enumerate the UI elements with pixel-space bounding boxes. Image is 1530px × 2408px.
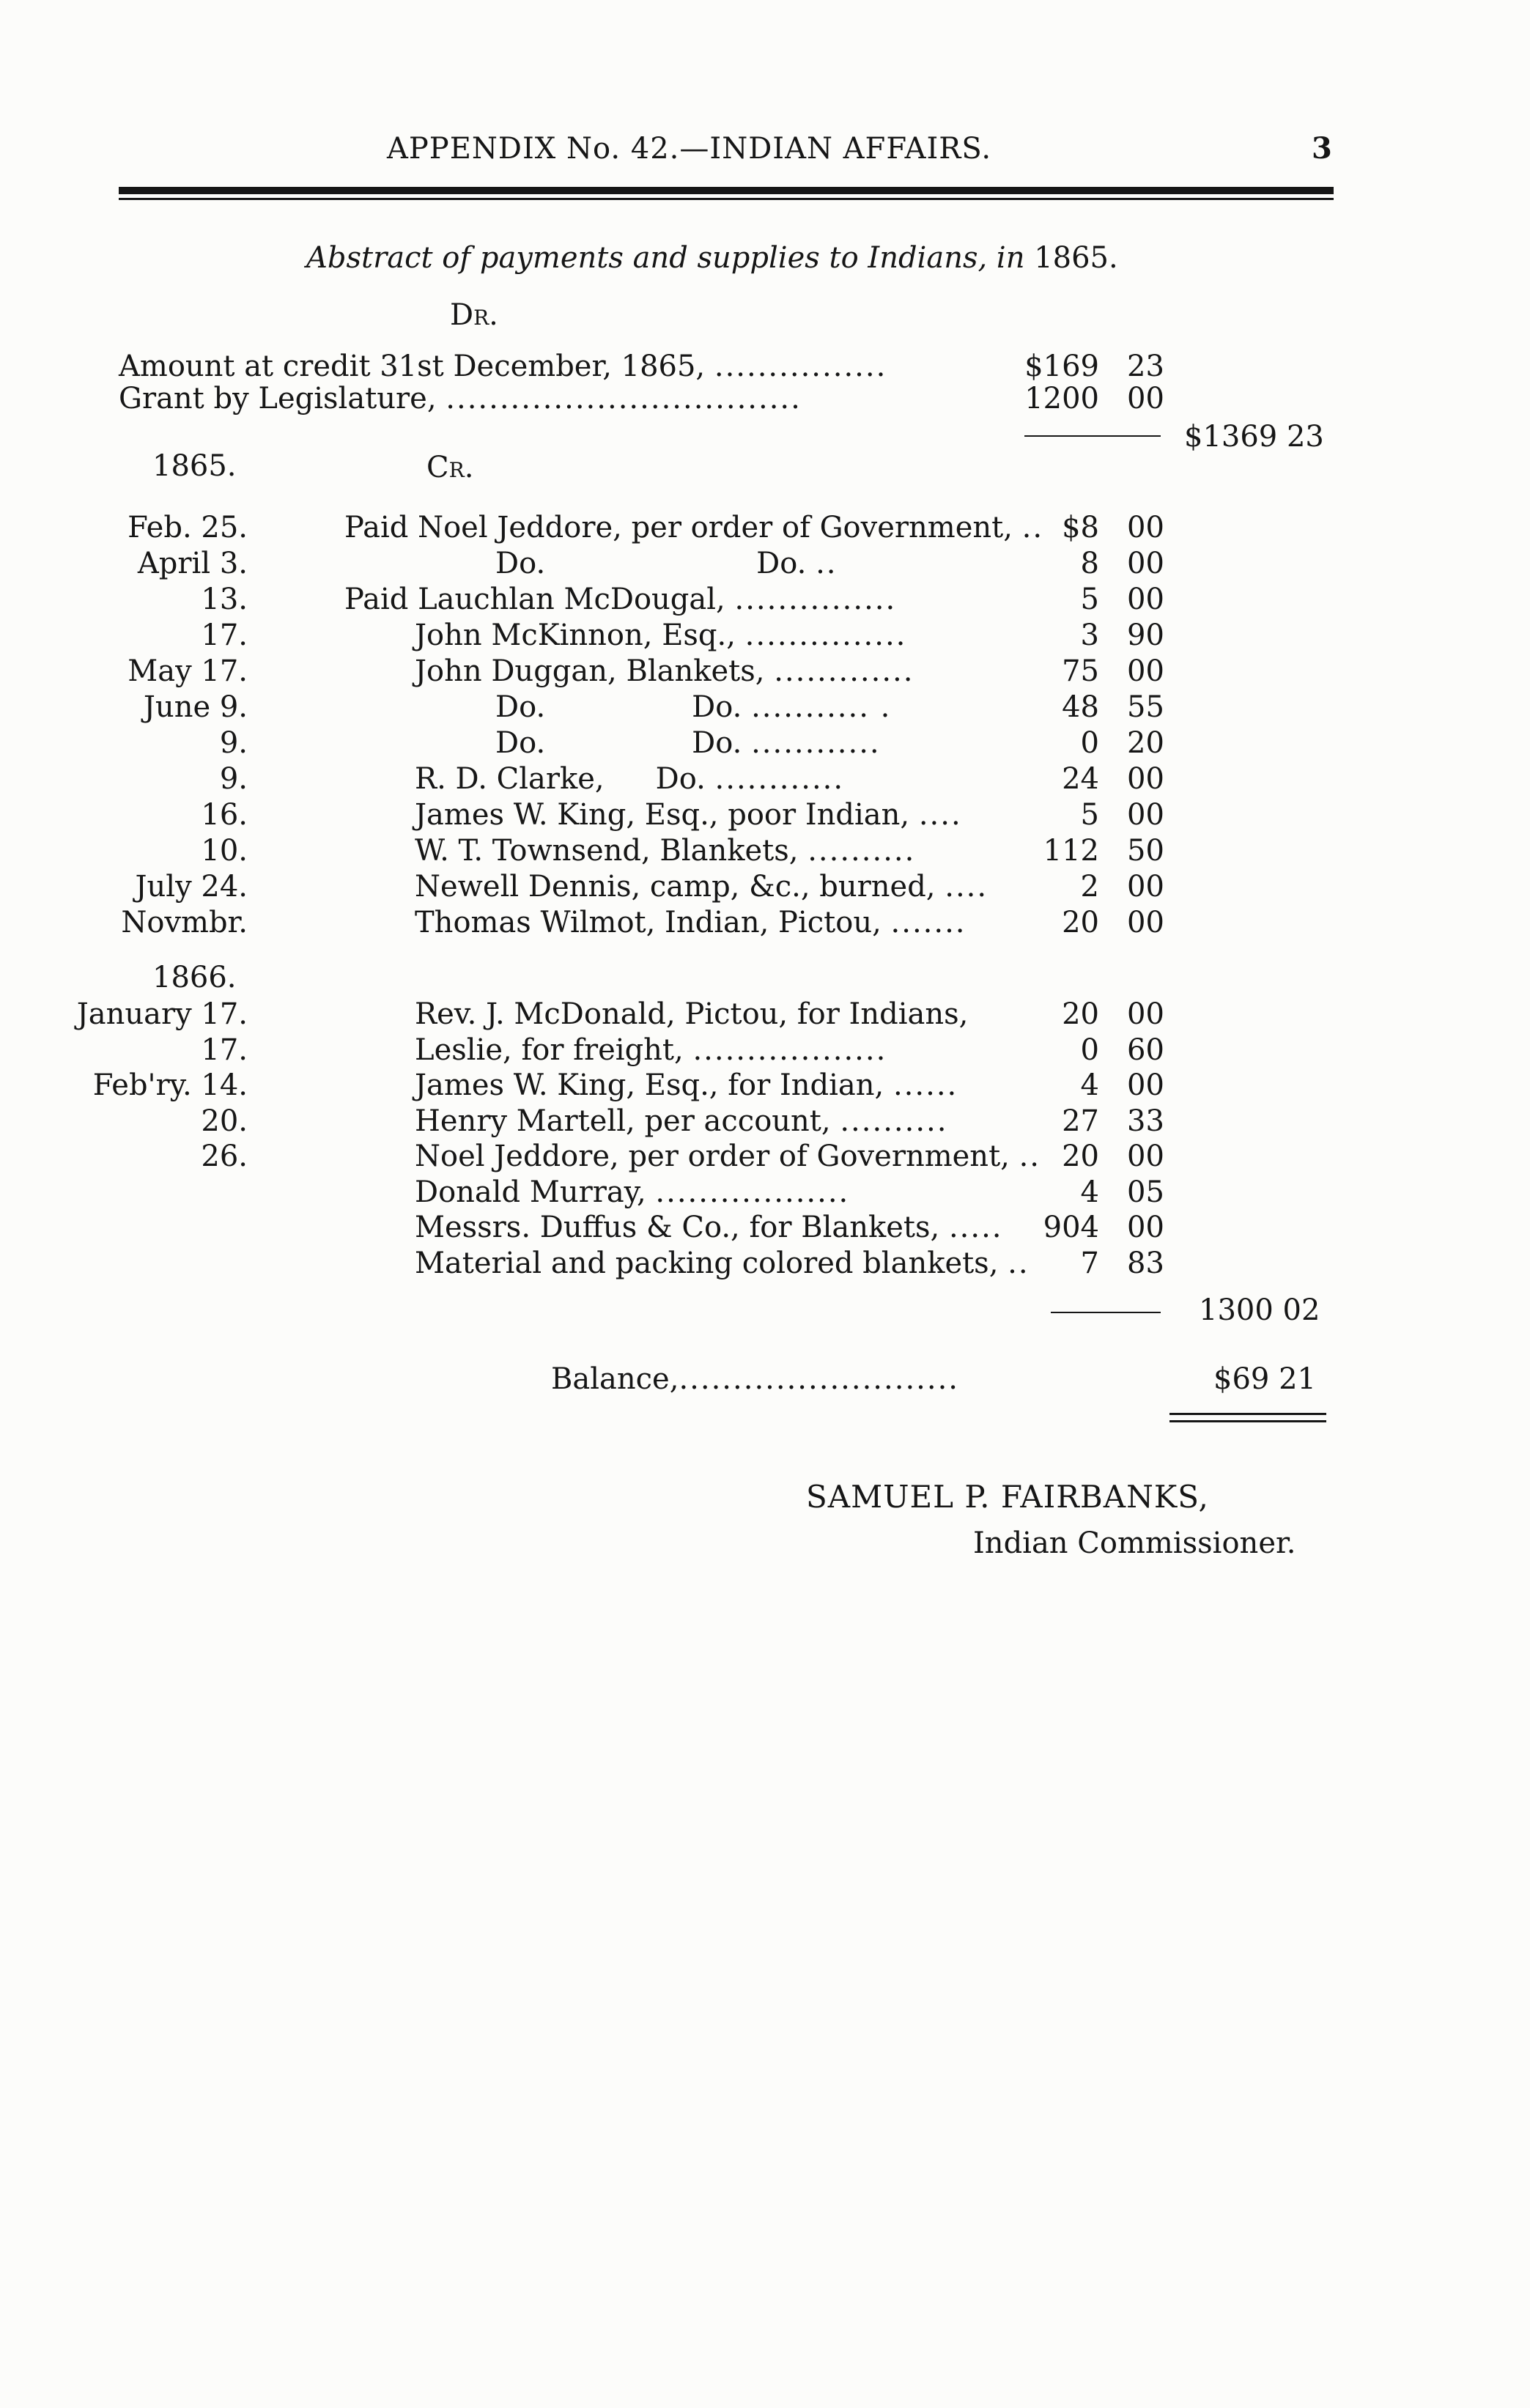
credit-dots: .......... <box>808 834 916 868</box>
credit-dollars: 5 <box>1080 798 1099 832</box>
credit-1866-dollars: 4 <box>1080 1068 1099 1102</box>
credit-year-1865: 1865. <box>152 449 237 483</box>
credit-desc-ditto: Do. <box>655 762 706 796</box>
debit-total: $1369 23 <box>1184 420 1324 454</box>
credit-desc-text: Thomas Wilmot, Indian, Pictou, <box>415 906 882 939</box>
credit-dollars: 8 <box>1080 547 1099 580</box>
debit-dots: ................................. <box>446 382 802 416</box>
credit-dots: ............... <box>734 583 897 616</box>
credit-1866-dollars: 904 <box>1043 1211 1099 1244</box>
credit-date: 13. <box>201 583 248 616</box>
credit-description <box>415 618 907 652</box>
credit-1866-dots: .................. <box>692 1033 887 1067</box>
credit-1866-cents: 00 <box>1127 1211 1164 1244</box>
credit-1866-desc-text: Messrs. Duffus & Co., for Blankets, <box>415 1211 940 1244</box>
credit-date: 10. <box>201 834 248 868</box>
debit-row-label <box>119 382 802 416</box>
signature-name: SAMUEL P. FAIRBANKS, <box>806 1479 1209 1515</box>
credit-1866-dots: .................. <box>655 1175 850 1209</box>
credit-1866-dots: ..... <box>948 1211 1003 1244</box>
credit-description <box>415 908 967 937</box>
abstract-title-year: 1865. <box>1034 241 1118 275</box>
credit-dots: ............... <box>744 618 907 652</box>
credit-cents: 00 <box>1127 762 1164 796</box>
credit-dots: ....... <box>890 906 967 939</box>
debit-sum-rule <box>1024 435 1161 437</box>
credit-description <box>495 728 881 758</box>
credit-desc-ditto: Do. <box>692 690 742 724</box>
credit-date: 9. <box>219 726 248 760</box>
credit-1866-description <box>415 1213 1003 1242</box>
credit-cents: 00 <box>1127 870 1164 904</box>
credit-description <box>344 513 1043 542</box>
balance-double-rule-top <box>1169 1413 1326 1415</box>
credit-1866-cents: 33 <box>1127 1104 1164 1138</box>
credit-1866-description <box>415 1175 850 1209</box>
running-header: APPENDIX No. 42.—INDIAN AFFAIRS. <box>387 132 992 166</box>
credit-dots: .. <box>816 547 838 580</box>
credit-date: April 3. <box>137 547 248 580</box>
credit-desc-text: Do. <box>495 726 546 760</box>
credit-1866-cents: 00 <box>1127 1140 1164 1173</box>
credit-description <box>415 834 916 868</box>
balance-line <box>551 1364 959 1394</box>
credit-1866-desc-text: Material and packing colored blankets, <box>415 1246 999 1280</box>
credit-dollars: 2 <box>1080 870 1099 904</box>
credit-heading: Cr. <box>426 451 474 484</box>
credit-cents: 00 <box>1127 654 1164 688</box>
credit-1866-desc-text: Donald Murray, <box>415 1175 646 1209</box>
credit-description <box>495 690 892 724</box>
credit-cents: 20 <box>1127 726 1164 760</box>
credit-description <box>415 870 988 904</box>
credit-date: Novmbr. <box>121 906 248 939</box>
credit-1866-cents: 00 <box>1127 997 1164 1031</box>
credit-date: 9. <box>219 762 248 796</box>
credit-description <box>415 800 962 830</box>
credit-date: 16. <box>201 798 248 832</box>
page-number: 3 <box>1312 131 1333 166</box>
credit-1866-desc-text: Rev. J. McDonald, Pictou, for Indians, <box>415 997 969 1031</box>
credit-dollars: 0 <box>1080 726 1099 760</box>
credit-1866-dollars: 20 <box>1062 1140 1099 1173</box>
credit-desc-text: Do. <box>495 547 546 580</box>
credit-1866-desc-text: Leslie, for freight, <box>415 1033 684 1067</box>
credit-1866-date: Feb'ry. 14. <box>92 1068 248 1102</box>
credit-desc-text: Paid Noel Jeddore, per order of Government, <box>344 511 1013 544</box>
credit-1866-description <box>415 997 969 1031</box>
credit-1866-cents: 83 <box>1127 1246 1164 1280</box>
debit-dots: ................ <box>714 350 887 383</box>
abstract-title-italic: Abstract of payments and supplies to Indians, in <box>306 241 1025 275</box>
credit-date: May 17. <box>128 654 248 688</box>
debit-label: Grant by Legislature, <box>119 382 437 416</box>
credit-1866-description <box>415 1035 887 1065</box>
credit-total: 1300 02 <box>1199 1293 1320 1327</box>
credit-1866-dots: .. <box>1008 1246 1030 1280</box>
credit-1866-description <box>415 1246 1030 1280</box>
credit-dots: .... <box>918 798 962 832</box>
credit-dollars: 24 <box>1062 762 1099 796</box>
credit-1866-date: 17. <box>201 1033 248 1067</box>
credit-cents: 00 <box>1127 583 1164 616</box>
credit-dots: ........... . <box>751 690 892 724</box>
credit-dollars: 20 <box>1062 906 1099 939</box>
credit-1866-date: January 17. <box>76 997 248 1031</box>
credit-1866-description <box>415 1104 948 1138</box>
credit-year-1866: 1866. <box>152 961 237 994</box>
credit-1866-cents: 00 <box>1127 1068 1164 1102</box>
credit-cents: 50 <box>1127 834 1164 868</box>
debit-cents: 00 <box>1127 382 1164 416</box>
credit-1866-dollars: 20 <box>1062 997 1099 1031</box>
credit-desc-text: R. D. Clarke, <box>415 762 605 796</box>
credit-1866-desc-text: Noel Jeddore, per order of Government, <box>415 1140 1010 1173</box>
credit-dollars: $8 <box>1062 511 1099 544</box>
balance-label: Balance, <box>551 1362 679 1396</box>
credit-description <box>415 764 844 794</box>
credit-cents: 00 <box>1127 798 1164 832</box>
credit-1866-date: 20. <box>201 1104 248 1138</box>
credit-dots: ............. <box>774 654 914 688</box>
credit-sum-rule <box>1051 1312 1161 1313</box>
credit-1866-dollars: 0 <box>1080 1033 1099 1067</box>
credit-dots: ............ <box>714 762 845 796</box>
debit-row-label <box>119 352 887 381</box>
credit-1866-cents: 05 <box>1127 1175 1164 1209</box>
debit-heading: Dr. <box>450 298 498 332</box>
credit-dollars: 48 <box>1062 690 1099 724</box>
credit-description <box>344 585 896 614</box>
credit-1866-dollars: 27 <box>1062 1104 1099 1138</box>
credit-desc-text: James W. King, Esq., poor Indian, <box>415 798 910 832</box>
balance-dots: .......................... <box>679 1362 960 1396</box>
credit-desc-text: W. T. Townsend, Blankets, <box>415 834 799 868</box>
credit-desc-text: Newell Dennis, camp, &c., burned, <box>415 870 936 904</box>
debit-label: Amount at credit 31st December, 1865, <box>119 350 706 383</box>
credit-cents: 55 <box>1127 690 1164 724</box>
credit-cents: 90 <box>1127 618 1164 652</box>
credit-1866-description <box>415 1142 1041 1171</box>
credit-description <box>495 549 838 578</box>
credit-desc-text: Do. <box>495 690 546 724</box>
credit-1866-dollars: 7 <box>1080 1246 1099 1280</box>
credit-1866-desc-text: Henry Martell, per account, <box>415 1104 831 1138</box>
credit-cents: 00 <box>1127 547 1164 580</box>
credit-dollars: 5 <box>1080 583 1099 616</box>
balance-amount: $69 21 <box>1213 1362 1316 1396</box>
credit-cents: 00 <box>1127 511 1164 544</box>
credit-1866-dollars: 4 <box>1080 1175 1099 1209</box>
credit-description <box>415 654 914 688</box>
credit-date: 17. <box>201 618 248 652</box>
credit-desc-text: John Duggan, Blankets, <box>415 654 765 688</box>
balance-double-rule-bottom <box>1169 1420 1326 1422</box>
credit-1866-dots: .. <box>1019 1140 1041 1173</box>
header-rule-thick <box>119 187 1334 194</box>
abstract-title <box>306 243 1118 273</box>
credit-desc-ditto: Do. <box>692 726 742 760</box>
credit-1866-dots: .......... <box>840 1104 948 1138</box>
credit-dollars: 3 <box>1080 618 1099 652</box>
credit-1866-description <box>415 1068 958 1102</box>
debit-dollars: 1200 <box>1024 382 1099 416</box>
credit-date: Feb. 25. <box>128 511 248 544</box>
debit-cents: 23 <box>1127 350 1164 383</box>
credit-date: July 24. <box>135 870 248 904</box>
credit-dots: .... <box>945 870 988 904</box>
credit-desc-text: John McKinnon, Esq., <box>415 618 736 652</box>
credit-dollars: 75 <box>1062 654 1099 688</box>
credit-dots: .. <box>1021 511 1044 544</box>
credit-desc-text: Paid Lauchlan McDougal, <box>344 583 725 616</box>
header-rule-thin <box>119 198 1334 200</box>
debit-dollars: $169 <box>1024 350 1099 383</box>
credit-1866-cents: 60 <box>1127 1033 1164 1067</box>
credit-1866-desc-text: James W. King, Esq., for Indian, <box>415 1068 884 1102</box>
credit-1866-date: 26. <box>201 1140 248 1173</box>
signature-title: Indian Commissioner. <box>973 1526 1296 1560</box>
credit-1866-dots: ...... <box>892 1068 958 1102</box>
credit-desc-ditto: Do. <box>756 547 807 580</box>
credit-dollars: 112 <box>1043 834 1099 868</box>
credit-dots: ............ <box>751 726 881 760</box>
credit-date: June 9. <box>143 690 248 724</box>
credit-cents: 00 <box>1127 906 1164 939</box>
